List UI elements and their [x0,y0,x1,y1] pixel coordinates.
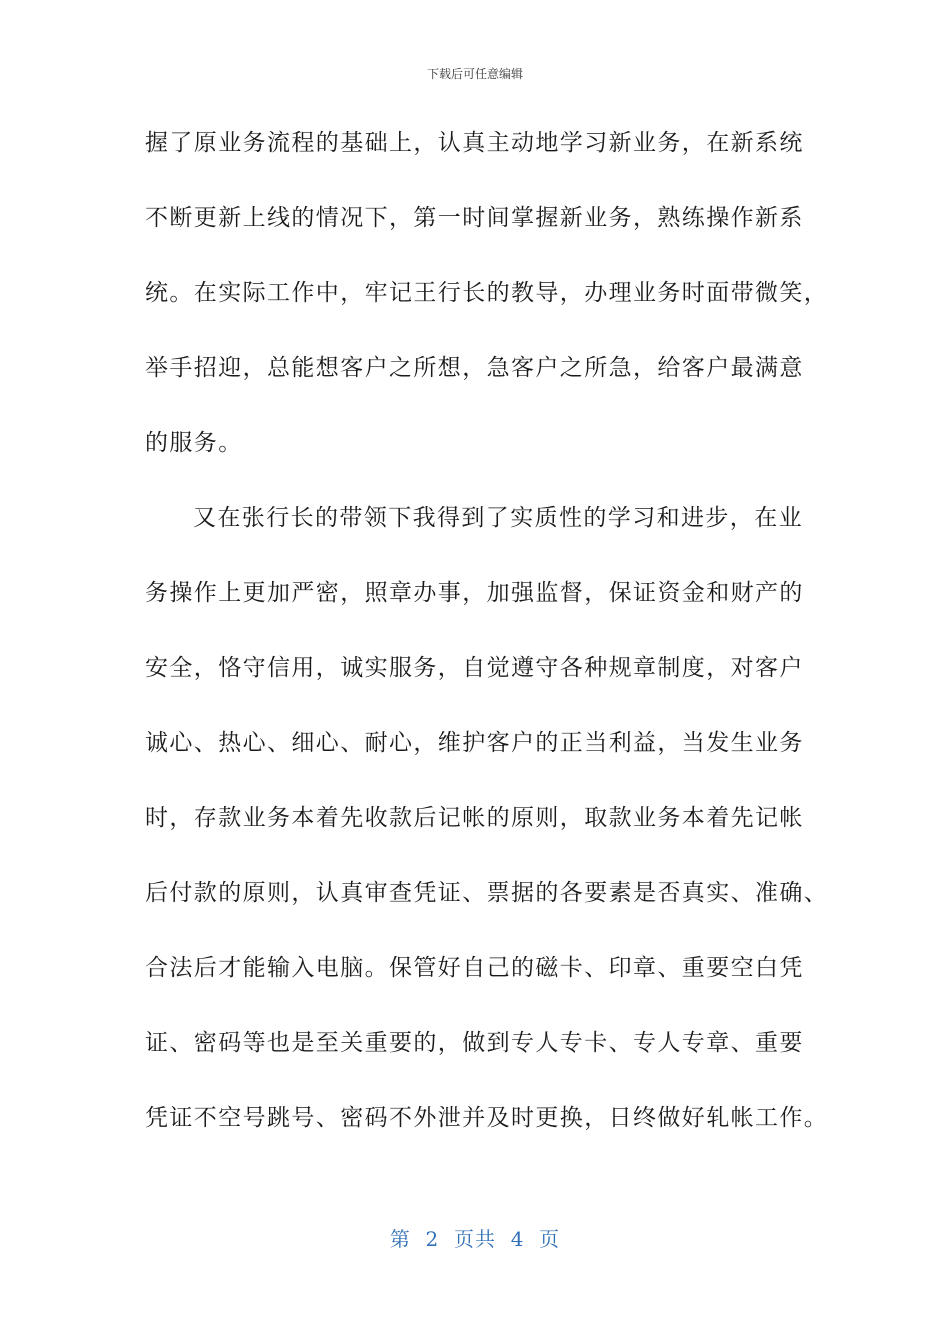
paragraph-2-line-9: 凭证不空号跳号、密码不外泄并及时更换，日终做好轧帐工作。 [145,1105,829,1131]
page-number: 第 2 页共 4 页 [389,1227,561,1251]
paragraph-2-line-4: 诚心、热心、细心、耐心，维护客户的正当利益，当发生业务 [145,730,804,756]
paragraph-1-line-1: 握了原业务流程的基础上，认真主动地学习新业务，在新系统 [145,130,804,156]
page-header-note: 下载后可任意编辑 [426,67,523,81]
paragraph-1-line-5: 的服务。 [145,430,243,456]
paragraph-2-line-1: 又在张行长的带领下我得到了实质性的学习和进步，在业 [193,505,803,531]
paragraph-2-line-7: 合法后才能输入电脑。保管好自己的磁卡、印章、重要空白凭 [145,955,804,981]
paragraph-2-line-8: 证、密码等也是至关重要的，做到专人专卡、专人专章、重要 [145,1030,804,1056]
paragraph-1-line-4: 举手招迎，总能想客户之所想，急客户之所急，给客户最满意 [145,355,804,381]
paragraph-2-line-3: 安全，恪守信用，诚实服务，自觉遵守各种规章制度，对客户 [145,655,804,681]
paragraph-2-line-6: 后付款的原则，认真审查凭证、票据的各要素是否真实、准确、 [145,880,829,906]
paragraph-1-line-3: 统。在实际工作中，牢记王行长的教导，办理业务时面带微笑， [145,280,829,306]
paragraph-1-line-2: 不断更新上线的情况下，第一时间掌握新业务，熟练操作新系 [145,205,804,231]
paragraph-2-line-2: 务操作上更加严密，照章办事，加强监督，保证资金和财产的 [145,580,804,606]
paragraph-2-line-5: 时，存款业务本着先收款后记帐的原则，取款业务本着先记帐 [145,805,804,831]
